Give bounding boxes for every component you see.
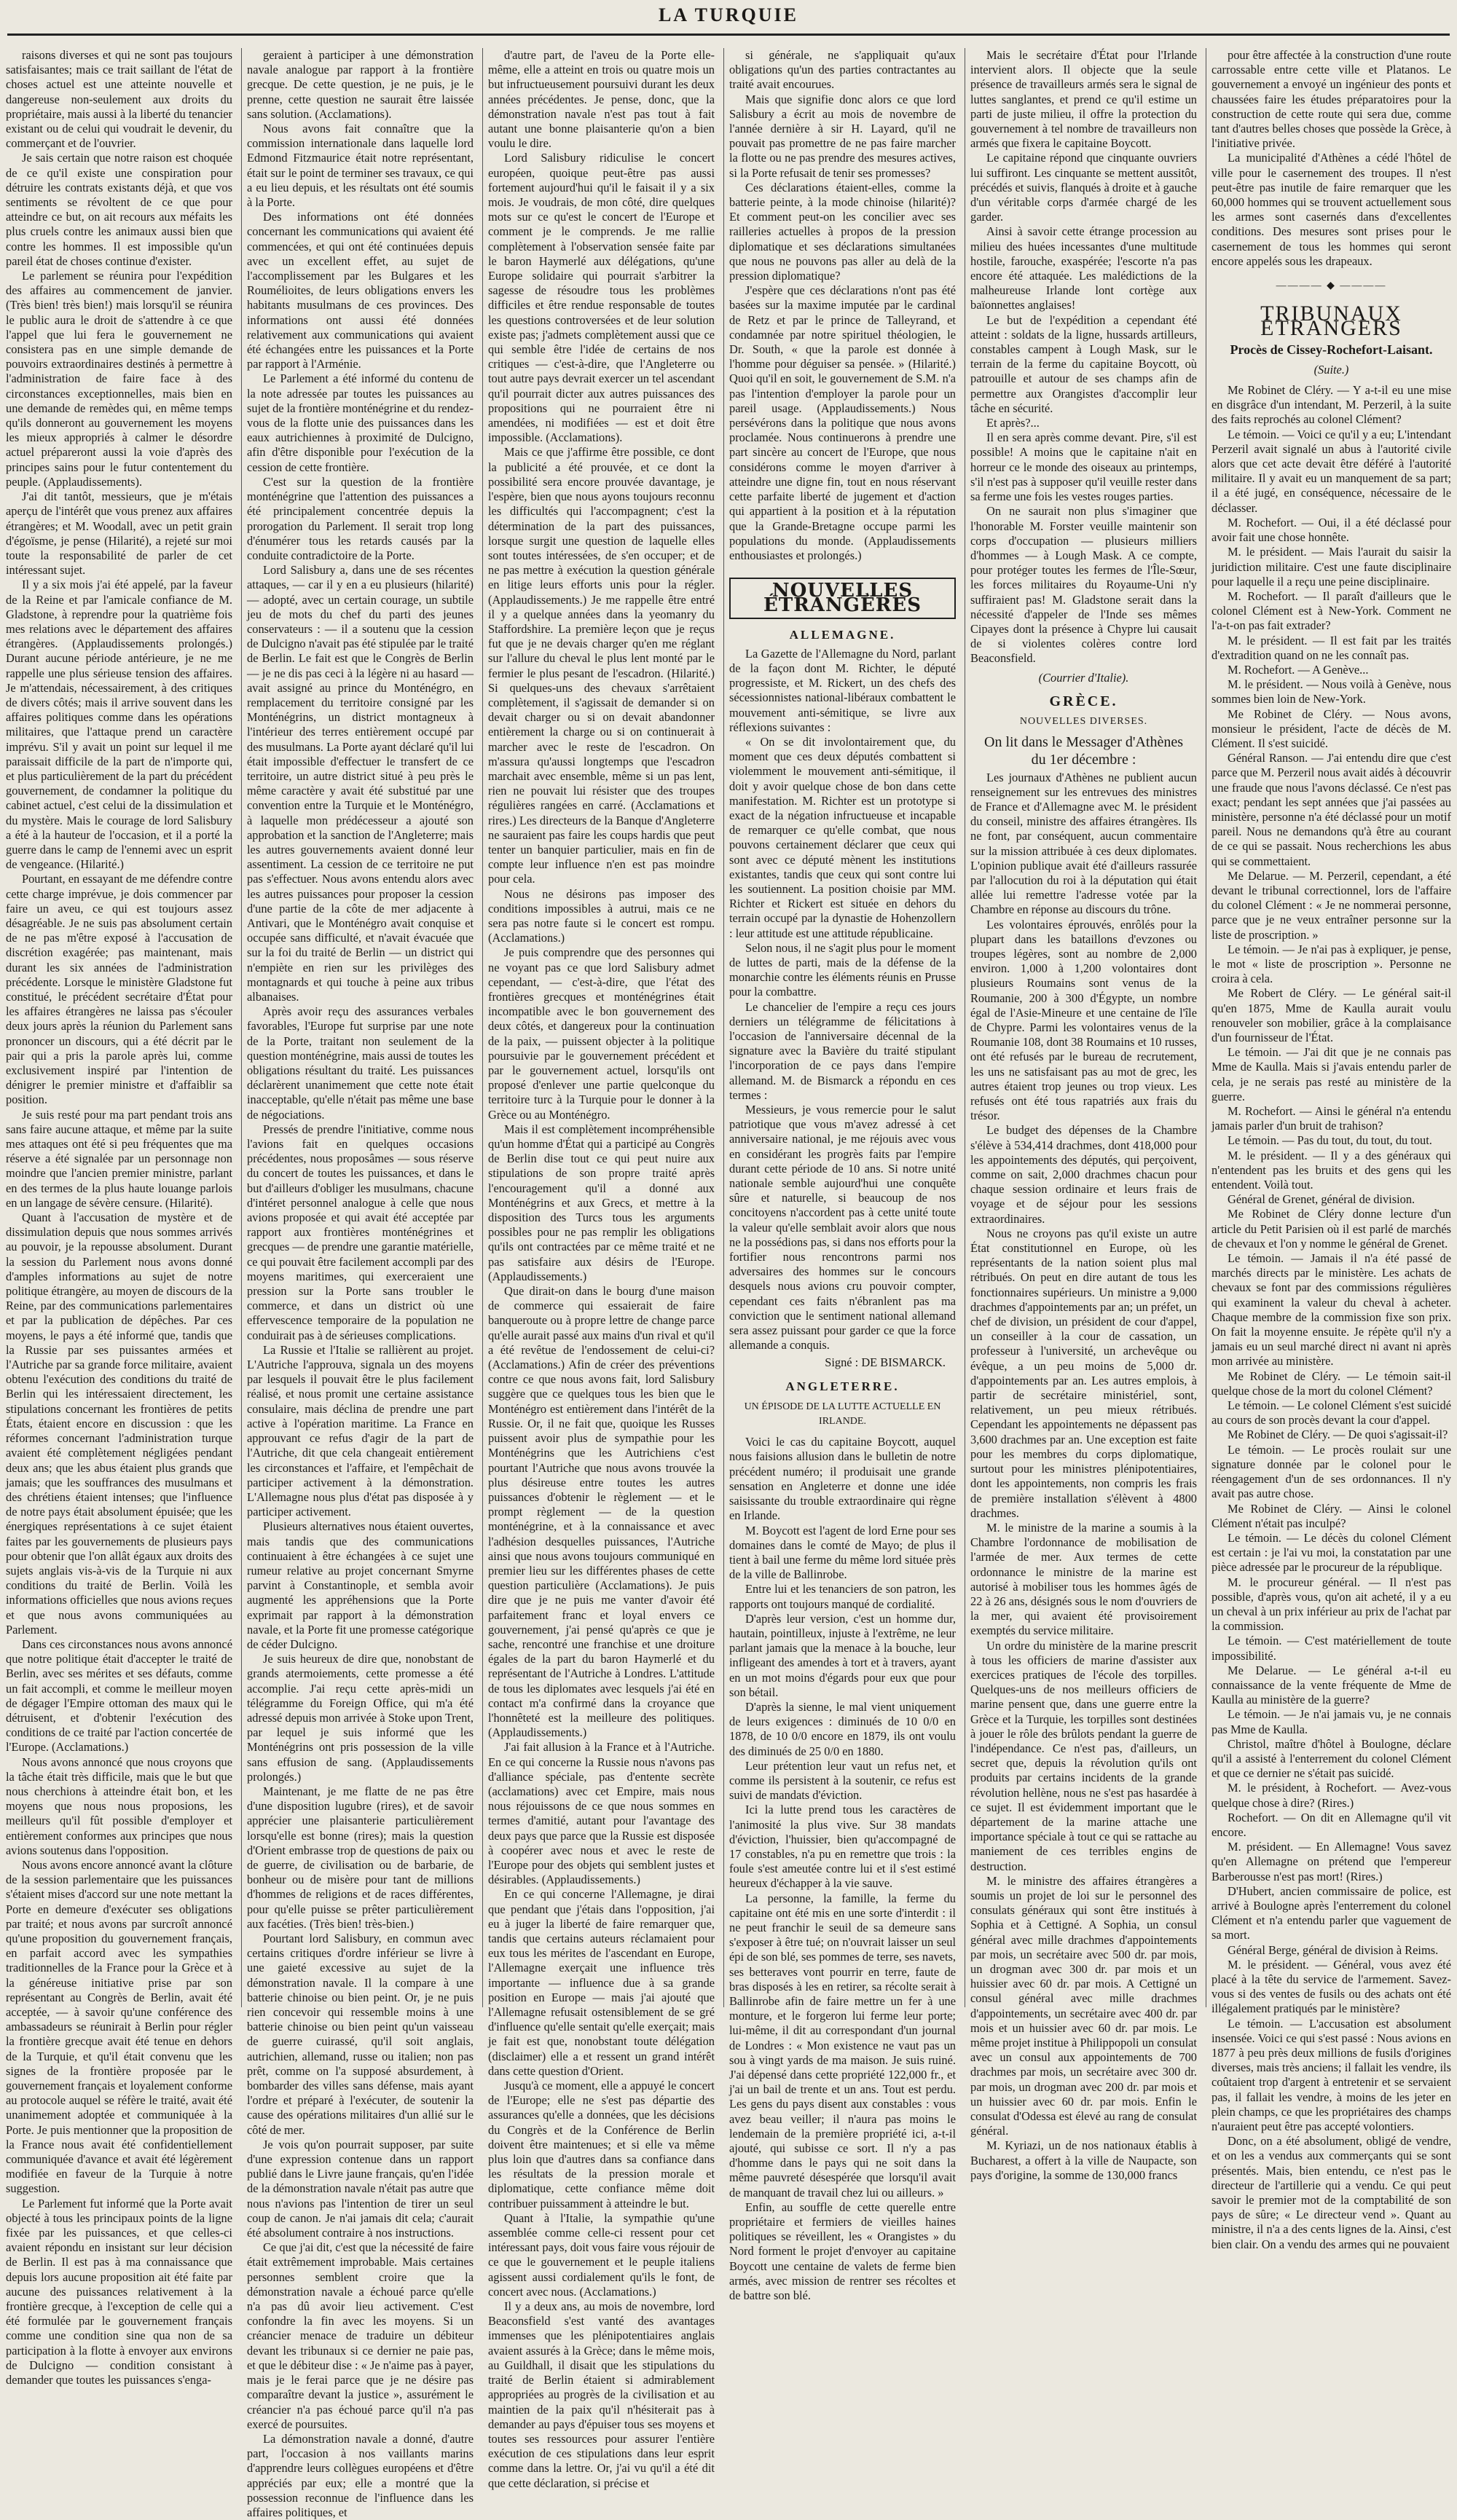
paragraph: Selon nous, il ne s'agit plus pour le moment de luttes de parti, mais de la défense de la monarchie contre les éléments réunis en Prusse pour la combattre. <box>729 940 956 999</box>
paragraph: En ce qui concerne l'Allemagne, je dirai que pendant que j'étais dans l'opposition, j'ai eu à juger la liberté de faire remarquer que, tandis que certains auteurs réclamaient pour eux tous les mérites de l'ascendant en Europe, l'Allemagne exerçait une influence très importante — influence due à sa grande position en Europe — mais j'ai ajouté que l'Allemagne refusait ostensiblement de se gré d'influence qu'elle sentait qu'elle exerçait; mais je fait est que, nonobstant toute délégation (disclaimer) elle a et ressent un grand intérêt dans cette question d'Orient. <box>488 1887 715 2078</box>
paragraph: Un ordre du ministère de la marine prescrit à tous les officiers de marine d'assister aux exercices pratiques de l'école des torpilles. Quelques-uns de nos meilleurs officiers de marine pensent que, dans une guerre entre la Grèce et la Turquie, les torpilles sont destinées à jouer le rôle des brûlots pendant la guerre de l'indépendance. Ce n'est pas, d'ailleurs, un secret que, depuis la révolution qu'ils ont produits par certains incidents de la grande révolution hellène, nous ne s'est pas hasardée à ce sujet. Il est évidemment important que le département de la marine attache une importance spéciale à tout ce qui se rattache au maniement de ces terribles engins de destruction. <box>970 1638 1197 1873</box>
paragraph: Les volontaires éprouvés, enrôlés pour la plupart dans les bataillons d'evzones ou troupes légères, sont au nombre de 2,000 environ. 1,000 à 1,200 volontaires dont plusieurs Roumains sont venus de la Roumanie, 200 à 300 d'Égypte, un nombre égal de l'Asie-Mineure et une centaine de l'île de Chypre. Parmi les volontaires venus de la Roumanie 108, dont 38 Roumains et 10 russes, ont été refusés par le bureau de recrutement, les uns ne satisfaisant pas au mot de grec, les autres étaient trop jeunes ou trop vieux. Les refusés ont été tous rapatriés aux frais du trésor. <box>970 917 1197 1123</box>
paragraph: Les journaux d'Athènes ne publient aucun renseignement sur les entrevues des ministres de France et d'Allemagne avec M. le président du conseil, ministre des affaires étrangères. Ils ne font, par conséquent, aucun commentaire sur la mission attribuée à ces deux diplomates. L'opinion publique avait été d'ailleurs rassurée par l'allocution du roi à la députation qui était allée lui remettre l'adresse votée par la Chambre en réponse au discours du trône. <box>970 770 1197 917</box>
section-germany: ALLEMAGNE. <box>789 627 896 642</box>
paragraph: raisons diverses et qui ne sont pas toujours satisfaisantes; mais ce trait saillant de l'état de choses actuel est une atteinte nouvelle et dangereuse non-seulement aux droits du propriétaire, mais aussi à la liberté du tenancier existant ou de celui qui voudrait le devenir, du commerçant et de l'ouvrier. <box>6 48 232 151</box>
paragraph: geraient à participer à une démonstration navale analogue par rapport à la frontière grecque. De cette question, je ne puis, je le prenne, cette question ne saurait être laissée sans solution. (Acclamations). <box>247 48 474 121</box>
paragraph: Je sais certain que notre raison est choquée de ce qu'il existe une conspiration pour détruire les contrats existants déjà, et que vos sentiments se révoltent de ce que pour atteindre ce but, on ait recours aux méfaits les plus cruels contre les animaux aussi bien que contre les hommes. Il est impossible qu'un pareil état de choses continue d'exister. <box>6 151 232 268</box>
greece-article-continued <box>1211 48 1451 269</box>
paragraph: Le capitaine répond que cinquante ouvriers lui suffiront. Les cinquante se mettent aussitôt, précédés et suivis, flanqués à droite et à gauche d'un véritable corps d'armée chargé de les garder. <box>970 151 1197 224</box>
paragraph: Le témoin. — L'accusation est absolument insensée. Voici ce qui s'est passé : Nous avions en 1877 à peu près deux millions de fusils d'origines diverses, mais très anciens; il fallait les vendre, ils coûtaient trop d'argent à entretenir et se servaient pas, il fallait les vendre, à moins de les jeter en plein champs, ce que les propriétaires des champs n'auraient peut être pas accepté volontiers. <box>1211 2016 1451 2134</box>
paragraph: Me Robinet de Cléry. — Nous avons, monsieur le président, l'acte de décès de M. Clément. Il s'est suicidé. <box>1211 706 1451 750</box>
paragraph: M. Rochefort. — A Genève... <box>1228 662 1369 677</box>
paragraph: Nous ne désirons pas imposer des conditions impossibles à autrui, mais ce ne sera pas notre faute si le concert est rompu. (Acclamations.) <box>488 886 715 945</box>
paragraph: Pourtant lord Salisbury, en commun avec certains critiques d'ordre inférieur se livre à une gaieté excessive au sujet de la démonstration navale. Il la compare à une batterie chinoise ou bien peint. Or, je ne puis rien concevoir qui ressemble moins à une batterie chinoise ou bien peint qu'un vaisseau de guerre cuirassé, qu'il soit anglais, autrichien, allemand, russe ou italien; non pas prêt, comme on l'a supposé absurdement, à bombarder des villes sans défense, mais ayant l'ordre et préparé à l'exécuter, de soutenir la cause des opérations militaires d'un allié sur le côté de mer. <box>247 1932 474 2137</box>
paragraph: M. le président. — Mais l'aurait du saisir la juridiction militaire. C'est une faute disciplinaire pour laquelle il a reçu une peine disciplinaire. <box>1211 545 1451 588</box>
paragraph: si générale, ne s'appliquait qu'aux obligations qu'un des parties contractantes au traité avait encourues. <box>729 48 956 92</box>
paragraph: M. le ministre des affaires étrangères a soumis un projet de loi sur le personnel des consulats généraux qui sont être institués à Sophia et à Cettigné. A Sophia, un consul général avec mille drachmes d'appointements par mois, un secrétaire avec 500 dr. par mois, un drogman avec 300 dr. par mois et un huissier avec 60 dr. par mois. A Cettigné un consul général avec mille drachmes d'appointements, un secrétaire avec 400 dr. par mois et un huissier avec 60 dr. par mois. Le même projet institue à Philippopoli un consulat avec un consul aux appointements de 700 drachmes par mois, un secrétaire avec 300 dr. par mois, un drogman avec 200 dr. par mois et un huissier avec 60 dr. par mois. Enfin le consulat d'Odessa est élevé au rang de consulat général. <box>970 1873 1197 2138</box>
paragraph: Le but de l'expédition a cependant été atteint : soldats de la ligne, hussards artilleurs, constables campent à Lough Mask, sur le terrain de la ferme du capitaine Boycott, où patrouille et autour de ses champs afin de permettre aux Orangistes d'accomplir leur tâche en sécurité. <box>970 312 1197 415</box>
foreign-courts-heading: TRIBUNAUX ÉTRANGERS <box>1260 302 1402 341</box>
paragraph: Voici le cas du capitaine Boycott, auquel nous faisions allusion dans le bulletin de notre précédent numéro; il produisait une grande sensation en Angleterre et donne une idée saisissante du trouble extraordinaire qui règne en Irlande. <box>729 1435 956 1523</box>
paragraph: Ici la lutte prend tous les caractères de l'animosité la plus vive. Sur 38 mandats d'éviction, l'huissier, bien qu'accompagné de 17 constables, n'a pu en remettre que trois : la foule s'est ameutée contre lui et il s'est estimé heureux d'échapper à la vie sauve. <box>729 1803 956 1891</box>
paragraph: Leur prétention leur vaut un refus net, et comme ils persistent à la soutenir, ce refus est suivi de mandats d'éviction. <box>729 1758 956 1803</box>
paragraph: Ainsi à savoir cette étrange procession au milieu des huées incessantes d'une multitude hostile, farouche, exaspérée; l'escorte n'a pas encore été attaquée. Les malédictions de la malheureuse Irlande lont cortège aux baïonnettes anglaises! <box>970 224 1197 312</box>
paragraph: Il y a six mois j'ai été appelé, par la faveur de la Reine et par l'amicale confiance de M. Gladstone, à reprendre pour la quatrième fois mes relations avec le département des affaires étrangères. (Applaudissements prolongés.) Durant aucune période antérieure, je ne me rappelle une plus sérieuse tension des affaires. Je m'attendais, nécessairement, à des critiques de divers côtés; mais il arrive souvent dans les affaires politiques comme dans les opérations militaires, que l'attaque prend un caractère imprévu. S'il y avait un point sur lequel il me paraissait difficile de la part de n'importe qui, et plus particulièrement de la part du précédent gouvernement, de condamner la politique du cabinet actuel, c'est celui de la dissimulation et du mystère. Mais le courage de lord Salisbury a été à la hauteur de l'occasion, et il a porté la guerre dans le camp de l'ennemi avec un esprit de vengeance. (Hilarité.) <box>6 578 232 872</box>
column-1 <box>6 48 232 2387</box>
germany-article <box>729 647 956 1353</box>
paragraph: Le témoin. — Le colonel Clément s'est suicidé au cours de son procès devant la cour d'appel. <box>1211 1398 1452 1428</box>
paragraph: M. le président. — Il y a des généraux qui n'entendent pas les bruits et des gens qui les entendent. Voilà tout. <box>1211 1148 1451 1192</box>
paragraph: Me Delarue. — M. Perzeril, cependant, a été devant le tribunal correctionnel, lors de l'affaire du colonel Clément : « Je ne nommerai personne, parce que je ne veux entraîner personne sur la liste de proscription. » <box>1211 868 1451 942</box>
speech-continued <box>6 48 232 2387</box>
paragraph: Je vois qu'on pourrait supposer, par suite d'une expression contenue dans un rapport publié dans le Livre jaune français, qu'en l'idée de la démonstration navale n'était pas autre que nous n'avions pas l'intention de tirer un seul coup de canon. Je n'ai jamais dit cela; c'aurait été absolument contraire à nos instructions. <box>247 2137 474 2240</box>
paragraph: M. le président, à Rochefort. — Avez-vous quelque chose à dire? (Rires.) <box>1211 1781 1451 1810</box>
paragraph: Le Parlement a été informé du contenu de la note adressée par toutes les puissances au sujet de la frontière monténégrine et du rendez-vous de la flotte unie des puissances dans les eaux autrichiennes à proximité de Dulcigno, afin d'être disponible pour l'exécution de la cession de cette frontière. <box>247 371 474 474</box>
paragraph: M. Kyriazi, un de nos nationaux établis à Bucharest, a offert à la ville de Naupacte, son pays d'origine, la somme de 130,000 francs <box>970 2138 1197 2182</box>
paragraph: Enfin, au souffle de cette querelle entre propriétaire et fermiers de vieilles haines politiques se réveillent, les « Orangistes » du Nord forment le projet d'envoyer au capitaine Boycott une centaine de valets de ferme bien armés, avec mission de rentrer ses récoltes et de battre son blé. <box>729 2200 956 2303</box>
paragraph: Le Parlement fut informé que la Porte avait objecté à tous les principaux points de la ligne fixée par les puissances, et que celles-ci avaient répondu en insistant sur leur décision de Berlin. Il est pas à ma connaissance que depuis lors aucune proposition ait été faite par aucune des puissances relativement à la frontière grecque, à l'exception de celle qui a été formulée par le gouvernement français comme une condition sine qua non de sa participation à la flotte à envoyer aux environs de Dulcigno — condition consistant à demander que toutes les puissances s'enga- <box>6 2196 232 2387</box>
column-6 <box>1211 48 1452 2251</box>
paragraph: La municipalité d'Athènes a cédé l'hôtel de ville pour le casernement des troupes. Il n'est peut-être pas inutile de faire remarquer que les 60,000 hommes qui se trouvent actuellement sous les armes sont casernés dans d'excellentes conditions. Des mesures sont prises pour le casernement de tous les hommes qui seront encore appelés sous les drapeaux. <box>1211 151 1451 268</box>
ireland-article-continued <box>970 48 1197 666</box>
paragraph: Pressés de prendre l'initiative, comme nous l'avions fait en quelques occasions précédentes, nous proposâmes — sous réserve du concert de toutes les puissances, et dans le but d'ailleurs d'obliger les musulmans, chacune d'intéret personnel analogue à celle que nous avions proposée et qui avait été acceptée par rapport aux frontières monténégrines et grecques — de prendre une garantie matérielle, ce qui pouvait être facilement accompli par des moyens maritimes, qui exerceraient une pression sur la Porte sans troubler le commerce, et dans un district où une effervescence temporaire de la population ne conduirait pas à de sérieuses complications. <box>247 1122 474 1342</box>
ireland-article <box>729 1435 956 2303</box>
paragraph: Il en sera après comme devant. Pire, s'il est possible! A moins que le capitaine n'ait en horreur ce le monde des oiseaux au printemps, s'il n'est pas à supposer qu'il veuille rester dans sa ferme une fois les vestes rouges parties. <box>970 430 1197 504</box>
paragraph: Pourtant, en essayant de me défendre contre cette charge imprévue, je dois commencer par faire un aveu, ce qui est toujours assez désagréable. Je ne suis pas absolument certain de ne pas m'être exposé à l'accusation de discrétion exagérée; pas maintenant, mais durant les six années de l'administration précédente. Lorsque le ministère Gladstone fut constitué, le précédent secrétaire d'État pour les affaires étrangères ne laissa pas s'écouler deux jours après la réunion du Parlement sans prononcer un discours, qui a été décrit par le pair qui a pris la parole après lui, comme exclusivement inspiré par l'intention de dénigrer le premier ministre et d'affaiblir sa position. <box>6 872 232 1107</box>
paragraph: Le témoin. — Le décès du colonel Clément est certain : je l'ai vu moi, la constatation par une pièce adressée par le procureur de la république. <box>1211 1530 1451 1575</box>
paragraph: Le témoin. — Voici ce qu'il y a eu; L'intendant Perzeril avait signalé un abus à l'autorité civile alors que cet acte devait être déféré à l'autorité militaire. Il y avait eu un manquement de sa part; il a été jugé, en conséquence, nécessaire de le déclasser. <box>1211 427 1451 515</box>
column-5 <box>970 48 1197 2182</box>
paragraph: La personne, la famille, la ferme du capitaine ont été mis en une sorte d'interdit : il ne peut franchir le seuil de sa demeure sans s'exposer à être tué; on n'ouvrait laisser un seul épi de son blé, ses pommes de terre, ses navets, ses betteraves vont pourrir en terre, faute de bras disposés à les en retirer, sa récolte serait à Ballinrobe afin de faire mettre un fer à une monture, et le forgeron lui ferme leur porte; lui-même, il dit au correspondant d'un journal de Londres : « Mon existence ne vaut pas un sou à vingt yards de ma maison. Je suis ruiné. J'ai dépensé dans cette propriété 122,000 fr., et j'ai un bail de trente et un ans. Tout est perdu. Les gens du pays disent aux constables : vous avez beau veiller; il n'aura pas moins le lendemain de la première propriété ici, a-t-il ajouté, qui subisse ce sort. Il n'y a pas d'homme dans le pays qui ne soit dans la même pauvreté désespérée que lorsqu'il avait de manquant de travail chez lui ou ailleurs. » <box>729 1891 956 2200</box>
paragraph: Le témoin. — C'est matériellement de toute impossibilité. <box>1211 1634 1451 1663</box>
paragraph: M. Boycott est l'agent de lord Erne pour ses domaines dans le comté de Mayo; de plus il tient à bail une ferme du même lord située près de la ville de Ballinrobe. <box>729 1523 956 1582</box>
paragraph: Maintenant, je me flatte de ne pas être d'une disposition lugubre (rires), et de savoir apprécier une plaisanterie particulièrement lorsqu'elle est bonne (rires); mais la question d'Orient embrasse trop de questions de paix ou de guerre, de civilisation ou de barbarie, de bonheur ou de misère pour tant de millions d'hommes de religions et de races différentes, pour qu'elle puisse se prêter particulièrement aux facéties. (Très bien! très-bien.) <box>247 1784 474 1931</box>
paragraph: Ce que j'ai dit, c'est que la nécessité de faire était extrêmement improbable. Mais certaines personnes semblent croire que la démonstration navale a échoué parce qu'elle n'a pas dû avoir lieu activement. C'est confondre la fin avec les moyens. Si un créancier menace de traduire un débiteur devant les tribunaux si ce dernier ne paie pas, et que le débiteur dise : « Je n'aime pas à payer, mais je le ferai parce que je ne désire pas comparaître devant la justice », assurément le créancier n'a pas échoué parce qu'il n'a pas exercé de poursuites. <box>247 2240 474 2431</box>
paragraph: Le chancelier de l'empire a reçu ces jours derniers un télégramme de félicitations à l'occasion de l'anniversaire décennal de la signature avec la Bavière du traité stipulant l'incorporation de ce pays dans l'empire allemand. M. de Bismarck a répondu en ces termes : <box>729 999 956 1102</box>
paragraph: Et après?... <box>986 416 1040 430</box>
trial-title: Procès de Cissey-Rochefort-Laisant. <box>1230 342 1433 357</box>
paragraph: D'après leur version, c'est un homme dur, hautain, pointilleux, injuste à l'extrême, ne leur parlant jamais que la menace à la bouche, leur infligeant des amendes à tort et à travers, ayant en un mot moins d'égards pour eux que pour son bétail. <box>729 1611 956 1699</box>
paragraph: M. président. — En Allemagne! Vous savez qu'en Allemagne on prétend que l'empereur Barberousse n'est pas mort! (Rires.) <box>1211 1840 1451 1883</box>
paragraph: Nous ne croyons pas qu'il existe un autre État constitutionnel en Europe, où les représentants de la nation soient plus mal rétribués. On peut en dire autant de tous les fonctionnaires supérieurs. Un ministre a 9,000 drachmes d'appointements par an; un préfet, un chef de division, un président de cour d'appel, un conseiller à la cour de cassation, un professeur à l'université, un archevêque ou évêque, a un peu moins de 5,000 dr. d'appointements par an. Les autres emplois, à partir de secrétaire ministériel, sont, relativement, un peu mieux rétribués. Cependant les appointements ne dépassent pas 3,600 drachmes par an. Une exception est faite pour les membres du corps diplomatique, surtout pour les ministres plénipotentiaires, dont les appointements, non compris les frais de première installation s'élèvent à 4800 drachmes. <box>970 1226 1197 1520</box>
paragraph: « On se dit involontairement que, du moment que ces deux députés combattent si violemment le mouvement anti-sémitique, il doit y avoir quelque chose de bon dans cette manifestation. M. Richter est un prototype si exact de la négation infructueuse et incapable de remarquer ce qu'elle combat, que nous pouvons certainement déclarer que ceux qui sont avec ce député mènent les institutions existantes, tandis que ceux qui sont contre lui les soutiennent. La position choisie par MM. Richter et Rickert est située en dehors du terrain occupé par la dynastie de Hohenzollern : leur attitude est une attitude républicaine. <box>729 734 956 940</box>
paragraph: Il y a deux ans, au mois de novembre, lord Beaconsfield s'est vanté des avantages immenses que les plénipotentiaires anglais avaient assurés à la Grèce; dans le même mois, au Guildhall, il disait que les stipulations du traité de Berlin étaient si admirablement appropriées au progrès de la civilisation et au maintien de la paix qu'il n'hésiterait pas à demander au pays d'épuiser tous ses moyens et toutes ses ressources pour assurer l'entière exécution de ces stipulations dans leur esprit comme dans la lettre. Or, j'ai vu qu'il a été dit que cette déclaration, si précise et <box>488 2299 715 2490</box>
paragraph: Me Delarue. — Le général a-t-il eu connaissance de la vente fréquente de Mme de Kaulla au ministère de la guerre? <box>1211 1663 1451 1707</box>
trial-suite: (Suite.) <box>1313 362 1349 377</box>
paragraph: Le témoin. — Le procès roulait sur une signature donnée par le colonel pour le réengagement d'un de ses ordonnances. Il n'y avait pas autre chose. <box>1211 1442 1451 1501</box>
trial-transcript <box>1211 383 1451 2252</box>
paragraph: Des informations ont été données concernant les communications qui avaient été commencées, et qui ont été continuées depuis avec un excellent effet, au sujet de l'accomplissement par les Bulgares et les Roumélioites, de leurs obligations envers les habitants musulmans de ces provinces. Des informations ont aussi été données relativement aux communications qui avaient été échangées entre les puissances et la Porte par rapport à l'Arménie. <box>247 210 474 371</box>
newspaper-title: LA TURQUIE <box>658 4 799 25</box>
paragraph: D'après la sienne, le mal vient uniquement de leurs exigences : diminués de 10 0/0 en 1878, de 10 0/0 encore en 1879, ils ont voulu des diminués de 25 0/0 en 1880. <box>729 1699 956 1758</box>
paragraph: d'autre part, de l'aveu de la Porte elle-même, elle a atteint en trois ou quatre mois un but infructueusement poursuivi durant les deux années précédentes. Je pense, donc, que la démonstration navale n'est pas tout à fait autant une bonne plaisanterie qu'on a bien voulu le dire. <box>488 48 715 151</box>
masthead-rule <box>7 34 1450 36</box>
paragraph: Messieurs, je vous remercie pour le salut patriotique que vous m'avez adressé à cet anniversaire national, je me réjouis avec vous en considérant les progrès faits par l'empire durant cette période de 10 ans. Si notre unité nationale semble aujourd'hui une conquête sûre et naturelle, si beaucoup de nos concitoyens n'accordent pas à cette unité toute la valeur qu'elle semblait avoir alors que nous ne la possédions pas, si dans nos efforts pour la fortifier nous rencontrons parmi nos adversaires des hommes sur le concours desquels nous avions cru pouvoir compter, cependant ces faits n'ébranlent pas ma conviction que le sentiment national allemand sera assez puissant pour garder ce que la force allemande a conquis. <box>729 1103 956 1352</box>
paragraph: C'est sur la question de la frontière monténégrine que l'attention des puissances a été principalement concentrée depuis la prorogation du Parlement. Il serait trop long d'énumérer tous les retards causés par la conduite contradictoire de la Porte. <box>247 474 474 562</box>
paragraph: La Russie et l'Italie se rallièrent au projet. L'Autriche l'approuva, signala un des moyens par lesquels il pouvait être le plus facilement réalisé, et nous promit une certaine assistance consulaire, mais déclina de prendre une part active à l'opération maritime. La France en approuvant ce refus d'agir de la part de l'Autriche, dit que cela changeait entièrement les circonstances et l'affaire, et l'empêchait de participer activement à la démonstration. L'Allemagne nous plus d'état pas disposée à y participer activement. <box>247 1342 474 1519</box>
speech-continued <box>488 48 715 2491</box>
bismarck-signature: Signé : DE BISMARCK. <box>825 1355 946 1370</box>
column-3 <box>488 48 715 2490</box>
paragraph: M. Rochefort. — Oui, il a été déclassé pour avoir fait une chose honnête. <box>1211 515 1451 545</box>
paragraph: Nous avons fait connaître que la commission internationale dans laquelle lord Edmond Fitzmaurice était notre représentant, était sur le point de terminer ses travaux, ce qui a eu lieu depuis, et les résultats ont été soumis à la Porte. <box>247 122 474 210</box>
paragraph: M. le président. — Il est fait par les traités d'extradition quand on ne les connaît pas. <box>1211 633 1451 662</box>
masthead <box>0 0 1457 42</box>
paragraph: Je puis comprendre que des personnes qui ne voyant pas ce que lord Salisbury admet cependant, — c'est-à-dire, que l'état des frontières grecques et monténégrines était incompatible avec le bon gouvernement des deux côtés, et dangereux pour la continuation de la paix, — puissent objecter à la politique poursuivie par le gouvernement précédent et par le gouvernement actuel, lorsqu'ils ont proposé d'enlever une partie quelconque du territoire turc à la Turquie pour le donner à la Grèce ou au Monténégro. <box>488 945 715 1122</box>
paragraph: Le budget des dépenses de la Chambre s'élève à 534,414 drachmes, dont 418,000 pour les appointements des députés, qui perçoivent, comme on sait, 2,000 drachmes chacun pour chaque session ordinaire et leurs frais de voyage et de séjour pour les sessions extraordinaires. <box>970 1123 1197 1226</box>
column-divider <box>723 48 724 2007</box>
greece-subheading: NOUVELLES DIVERSES. <box>1019 715 1148 727</box>
paragraph: Entre lui et les tenanciers de son patron, les rapports ont toujours manqué de cordialité. <box>729 1582 956 1611</box>
paragraph: Après avoir reçu des assurances verbales favorables, l'Europe fut surprise par une note de la Porte, traitant non seulement de la question monténégrine, mais aussi de toutes les obligations résultant du traité. Les puissances déclarèrent unanimement que cette note était inacceptable, qu'elle n'était pas même une base de négociations. <box>247 1004 474 1122</box>
paragraph: Rochefort. — On dit en Allemagne qu'il vit encore. <box>1211 1810 1451 1839</box>
greece-article <box>970 771 1197 2184</box>
paragraph: La démonstration navale a donné, d'autre part, l'occasion à nos vaillants marins d'apprendre leurs collègues européens et d'être appréciés par eux; elle a montré que la possession reconnue de l'influence dans les affaires politiques, et <box>247 2431 474 2519</box>
paragraph: Christol, maître d'hôtel à Boulogne, déclare qu'il a assisté à l'enterrement du colonel Clément et que ce dernier ne s'était pas suicidé. <box>1211 1736 1451 1781</box>
greece-lead-line-1: On lit dans le Messager d'Athènes <box>984 734 1183 751</box>
paragraph: M. le ministre de la marine a soumis à la Chambre l'ordonnance de mobilisation de l'armée de mer. Aux termes de cette ordonnance le ministre de la marine est autorisé à mobiliser tous les hommes âgés de 22 à 26 ans, désignés sous le nom d'ouvriers de la mer, qui avaient été provisoirement exemptés du service militaire. <box>970 1520 1197 1638</box>
paragraph: pour être affectée à la construction d'une route carrossable entre cette ville et Platanos. Le gouvernement a envoyé un ingénieur des ponts et chaussées faire les études préparatoires pour la construction de cette route qui sera due, comme tant d'autres belles choses que possède la Grèce, à l'initiative privée. <box>1211 48 1451 151</box>
greece-lead-line-2: du 1er décembre : <box>1031 752 1136 768</box>
column-2 <box>247 48 474 2519</box>
paragraph: Ces déclarations étaient-elles, comme la batterie peinte, à la mode chinoise (hilarité)? Et comment peut-on les concilier avec ses railleries actuelles à propos de la pression diplomatique et ses déclarations simultanées que nous ne pouvons pas aller au delà de la pression diplomatique? <box>729 180 956 283</box>
paragraph: Mais que signifie donc alors ce que lord Salisbury a écrit au mois de novembre de l'année dernière à sir H. Layard, qu'il ne pouvait pas promettre de ne pas faire marcher la flotte ou ne pas prendre des mesures actives, si la Porte refusait de tenir ses promesses? <box>729 92 956 180</box>
section-separator: ———— ◆ ———— <box>1276 280 1387 292</box>
paragraph: Que dirait-on dans le bourg d'une maison de commerce qui essaierait de faire banqueroute ou à propre lettre de change parce qu'elle aurait passé aux mains d'un rival et qu'il a été revêtue de l'endossement de celui-ci? (Acclamations.) Afin de créer des préventions contre ce que nous avons fait, lord Salisbury suggère que ce quelques tous les bien que le Monténégro est entièrement dans l'intérêt de la Russie. Or, il ne fait que, quoique les Russes puissent avoir plus de sympathie pour les Monténégrins que les Autrichiens c'est pourtant l'Autriche que nous avons trouvée la plus désireuse entre toutes les autres puissances d'obtenir le règlement — et le prompt règlement — de la question monténégrine, et à la connaissance et avec l'adhésion desquelles puissances, l'Autriche ainsi que nous avons toujours communiqué en premier lieu sur les différentes phases de cette question particulière (Acclamations). Je puis dire que je ne puis me vanter d'avoir été parfaitement franc et loyal envers ce gouvernement, j'ai pensé qu'après ce que je sache, rencontré une franchise et une droiture égales de la part du baron Haymerlé et du représentant de l'Autriche à Londres. L'attitude de tous les diplomates avec lesquels j'ai été en contact m'a confirmé dans la croyance que l'honnêteté est la meilleure des politiques. (Applaudissements.) <box>488 1284 715 1740</box>
section-greece: GRÈCE. <box>1049 693 1118 709</box>
paragraph: Lord Salisbury a, dans une de ses récentes attaques, — car il y en a eu plusieurs (hilarité) — adopté, avec un certain courage, un subtile jeu de mots du chef du parti des jeunes conservateurs : — il a soutenu que la cession de Dulcigno n'avait pas été stipulée par le traité de Berlin. Le fait est que le Congrès de Berlin — je ne dis pas ceci à la légère ni au hasard — avait assigné au prince du Monténégro, en remplacement du territoire consigné par les Monténégrins, un district montagneux à l'intérieur des terres entièrement occupé par des musulmans. La Porte ayant déclaré qu'il lui était impossible d'effectuer le transfert de ce territoire, un autre district situé à peu près le même caractère y avait été substitué par une convention entre la Turquie et le Monténégro, à laquelle mon prédécesseur a ajouté son approbation et la sanction de l'Angleterre; mais les autres gouvernements avaient donné leur assentiment. La cession de ce territoire ne put pas s'effectuer. Nous avons entendu alors avec les autres puissances pour proposer la cession d'une partie de la côte de mer adjacente à Antivari, que le Monténégro avait conquise et occupée sans difficulté, et n'avait évacuée que sur la foi du traité de Berlin — un district qui n'empiète en rien sur les privilèges des montagnards et qui touche à peine aux tribus albanaises. <box>247 563 474 1004</box>
paragraph: Général Berge, général de division à Reims. <box>1228 1942 1439 1957</box>
paragraph: Me Robinet de Cléry donne lecture d'un article du Petit Parisien où il est parlé de marchés de chevaux et l'on y nomme le général de Grenet. <box>1211 1207 1451 1251</box>
paragraph: Jusqu'à ce moment, elle a appuyé le concert de l'Europe; elle ne s'est pas départie des assurances qu'elle a données, que les décisions du Congrès et de la Conférence de Berlin doivent être maintenues; et si elle va même plus loin que d'autres dans sa confiance dans les résultats de la pression morale et diplomatique, cette confiance même doit contribuer puissamment à atteindre le but. <box>488 2079 715 2210</box>
paragraph: M. Rochefort. — Il paraît d'ailleurs que le colonel Clément est à New-York. Comment ne l'a-t-on pas fait extrader? <box>1211 588 1451 633</box>
paragraph: J'espère que ces déclarations n'ont pas été basées sur la maxime imputée par le cardinal de Retz et par le prince de Talleyrand, et condamnée par notre spirituel théologien, le Dr. South, « que la parole est donnée à l'homme pour déguiser sa pensée. » (Hilarité.) Quoi qu'il en soit, le gouvernement de S.M. n'a pas l'intention d'employer la parole pour un pareil usage. (Applaudissements.) Nous persévérons dans la politique que nous avons proclamée. Nous continuerons à prendre une part sincère au concert de l'Europe, que nous considérons comme le moyen d'arriver à atteindre une digne fin, tout en nous réservant cette parfaite liberté de jugement et d'action qui appartient à la position et à la réputation que la Grande-Bretagne occupe parmi les populations du monde. (Applaudissements enthousiastes et prolongés.) <box>729 283 956 562</box>
column-divider <box>482 48 483 2007</box>
paragraph: Donc, on a été absolument, obligé de vendre, et on les a vendus aux commerçants qui se sont présentés. Mais, bien entendu, ce n'est pas le directeur de l'artillerie qui a vendu. Ce qui peut savoir le premier mot de la comptabilité de son pays de sûre; « Le directeur vend ». Quant au ministre, il n'a a des cents lignes de la. Ainsi, c'est bien clair. On a vendu des armes qui ne pouvaient <box>1211 2134 1451 2251</box>
paragraph: Me Robinet de Cléry. — Le témoin sait-il quelque chose de la mort du colonel Clément? <box>1211 1369 1451 1398</box>
paragraph: M. Rochefort. — Ainsi le général n'a entendu jamais parler d'un bruit de trahison? <box>1211 1104 1451 1133</box>
ireland-episode-lead: UN ÉPISODE DE LA LUTTE ACTUELLE EN IRLANDE. <box>744 1401 941 1428</box>
speech-continued <box>247 48 474 2520</box>
paragraph: Lord Salisbury ridiculise le concert européen, quoique peut-être pas aussi fortement aujourd'hui qu'il le faisait il y a six mois. Je voudrais, de mon côté, dire quelques mots sur ce qu'est le concert de l'Europe et comment je le comprends. Je me rallie complètement à l'observation sensée faite par le baron Haymerlé aux délégations, qu'une Europe solidaire qui pourrait s'arbitrer la sagesse de résoudre tous les problèmes difficiles et être rendue responsable de toutes les questions controversées et de leur solution existe pas; j'admets complètement aussi que ce qui semble être l'idée de certains de nos critiques — c'est-à-dire, que l'Angleterre ou tout autre pays devrait exercer un tel ascendant qu'il pourrait dicter aux autres puissances des propositions qui ne pourraient être ni amendées, ni modifiées — est et doit être impossible. (Acclamations). <box>488 151 715 445</box>
paragraph: M. le président. — Nous voilà à Genève, nous sommes bien loin de New-York. <box>1211 677 1451 706</box>
paragraph: Général Ranson. — J'ai entendu dire que c'est parce que M. Perzeril nous avait aidés à découvrir une fraude que nous l'avons déclassé. Ce n'est pas exact; pendant les sept années que j'ai passées au ministère, personne n'a été déclassé pour un motif pareil. Nous ne demandons qu'à être au courant de ce qui se passait. Nous recherchions les abus qui se commettaient. <box>1211 751 1451 868</box>
paragraph: Le parlement se réunira pour l'expédition des affaires au commencement de janvier. (Très bien! très bien!) mais lorsqu'il se réunira le public aura le droit de s'attendre à ce que l'appel que lui fera le gouvernement ne consistera pas en une simple demande de pouvoirs extraordinaires destinés à permettre à l'administration de faire face à des circonstances exceptionnelles, mais bien en une demande de remèdes qui, en même temps qu'ils donneront au gouvernement les moyens les mieux appropriés à calmer le désordre actuel prépareront aussi la voie d'après des principes sains pour le futur contentement du peuple. (Applaudissements). <box>6 269 232 489</box>
paragraph: Plusieurs alternatives nous étaient ouvertes, mais tandis que des communications continuaient à être échangées à ce sujet une rumeur relative au projet concernant Smyrne parvint à Constantinople, et sembla avoir augmenté les appréhensions que la Porte exprimait par rapport à la démonstration navale, et la Porte fit une promesse catégorique de céder Dulcigno. <box>247 1519 474 1651</box>
paragraph: Le témoin. — Je n'ai pas à expliquer, je pense, le mot « liste de proscription ». Personne ne croira à cela. <box>1211 942 1451 986</box>
paragraph: Le témoin. — Je n'ai jamais vu, je ne connais pas Mme de Kaulla. <box>1211 1707 1451 1736</box>
paragraph: Mais il est complètement incompréhensible qu'un homme d'État qui a participé au Congrès de Berlin dise tout ce qui peut nuire aux stipulations de son propre traité après l'encouragement qu'il a donné aux Monténégrins et aux Grecs, et mettre à la disposition des Turcs tous les arguments possibles pour ne pas remplir les obligations qu'ils ont contractées par ce même traité et ne pas satisfaire aux désirs de l'Europe. (Applaudissements.) <box>488 1122 715 1283</box>
paragraph: La Gazette de l'Allemagne du Nord, parlant de la façon dont M. Richter, le député progressiste, et M. Rickert, un des chefs des sécessionnistes national-libéraux combattent le mouvement anti-sémitique, se livre aux réflexions suivantes : <box>729 646 956 734</box>
paragraph: Dans ces circonstances nous avons annoncé que notre politique était d'accepter le traité de Berlin, avec ses mérites et ses défauts, comme un fait accompli, et comme le meilleur moyen de dégager l'Empire ottoman des maux qui le détruisent, et d'obtenir l'exécution des conditions de ce traité par l'action concertée de l'Europe. (Acclamations.) <box>6 1637 232 1755</box>
paragraph: On ne saurait non plus s'imaginer que l'honorable M. Forster veuille maintenir son corps d'occupation — plusieurs milliers d'hommes — à Lough Mask. A ce compte, pour protéger toutes les fermes de l'Île-Sœur, les forces militaires du Royaume-Uni n'y suffiraient pas! M. Gladstone serait dans la nécessité d'appeler de l'Inde ses mêmes Cipayes dont la présence à Chypre lui causait de si violentes colères contre lord Beaconsfield. <box>970 504 1197 666</box>
section-england: ANGLETERRE. <box>785 1379 900 1393</box>
speech-conclusion <box>729 48 956 563</box>
paragraph: Quant à l'accusation de mystère et de dissimulation depuis que nous sommes arrivés au pouvoir, je la repousse absolument. Durant la session du Parlement nous avons donné d'amples informations au sujet de notre politique étrangère, au moyen de discours de la Reine, par des communications parlementaires et par la publication de dépêches. Par ces moyens, le pays a été informé que, tandis que la Russie par ses puissantes armées et l'Autriche par sa grande force militaire, avaient obtenu l'exécution des conditions du traité de Berlin qui les intéressaient directement, les stipulations concernant les frontières de petits États, étaient encore en discussion : que les réformes concernant l'administration turque avaient été complètement négligées pendant deux ans; que les abus étaient plus grands que jamais; que les souffrances des musulmans et des chrétiens étaient intenses; que l'influence de notre pays était absolument épuisée; que les énergiques représentations à ce sujet étaient faites par les gouvernements de plusieurs pays pour obtenir que l'on allât égaux aux droits des sujets anglais vis-à-vis de la Turquie ni aux conditions du traité de Berlin. Voilà les informations officielles que nous avions reçues et que nous avons communiquées au Parlement. <box>6 1210 232 1637</box>
foreign-news-heading: NOUVELLES ÉTRANGÈRES <box>729 578 956 618</box>
paragraph: Je suis heureux de dire que, nonobstant de grands atermoiements, cette promesse a été accomplie. J'ai reçu cette après-midi un télégramme du Foreign Office, qui m'a été adressé depuis mon arrivée à Stoke upon Trent, par lequel je suis informé que les Monténégrins ont pris possession de la ville sans effusion de sang. (Applaudissements prolongés.) <box>247 1652 474 1784</box>
paragraph: Nous avons annoncé que nous croyons que la tâche était très difficile, mais que le but que nous cherchions à atteindre était bon, et les moyens que nous nous proposions, les meilleurs qu'il fût possible d'employer et entièrement conformes aux principes que nous avions soutenus dans l'opposition. <box>6 1755 232 1857</box>
paragraph: Mais ce que j'affirme être possible, ce dont la publicité a été prouvée, et ce dont la possibilité sera encore prouvée davantage, je l'espère, bien que nous ayons toujours reconnu les difficultés qui l'accompagnent; c'est la détermination de la part des puissances, lorsque surgit une question de laquelle elles sont toutes intéressées, de s'en occuper; et de ne pas mettre à exécution la question générale en litige leurs efforts unis pour la régler. (Applaudissements.) Je me rappelle être entré il y a quelque années dans la yeomanry du Staffordshire. La première leçon que je reçus fut que je ne devais charger qu'en me réglant sur l'allure du cheval le plus lent monté par le fermier le plus pesant de l'escadron. (Hilarité.) Si quelques-uns des chevaux s'arrêtaient complètement, il s'agissait de demander si on devait charger ou si on devait abandonner entièrement la charge ou si on continuerait à marcher avec le reste de l'escadron. On m'assura qu'aussi longtemps que l'escadron marchait avec ensemble, même si un pas lent, rien ne pouvait lui résister que des troupes régulières rangées en carré. (Acclamations et rires.) Les directeurs de la Banque d'Angleterre ne sauraient pas faire les coups hardis que peut tenter un banquier particulier, mais en fin de compte leur influence n'en est pas moindre pour cela. <box>488 445 715 886</box>
column-divider <box>241 48 242 2007</box>
paragraph: M. le procureur général. — Il n'est pas possible, d'après vous, qu'on ait acheté, il y a eu un cheval à un prix inférieur au prix de l'achat par la commission. <box>1211 1575 1451 1634</box>
paragraph: Mais le secrétaire d'État pour l'Irlande intervient alors. Il objecte que la seule présence de travailleurs armés sera le signal de luttes sanglantes, et prend ce qu'il estime un parti de juste milieu, il offre la protection du gouvernement à tel nombre de travailleurs non armés que fixera le capitaine Boycott. <box>970 48 1197 151</box>
paragraph: Le témoin. — J'ai dit que je ne connais pas Mme de Kaulla. Mais si j'avais entendu parler de cela, je ne serais pas resté au ministère de la guerre. <box>1211 1045 1451 1103</box>
column-4 <box>729 48 956 2303</box>
paragraph: Nous avons encore annoncé avant la clôture de la session parlementaire que les puissances s'étaient mises d'accord sur une note mettant la Porte en demeure d'exécuter ses obligations par traité; et nous avons par surcroît annoncé qu'une proposition du gouvernement français, en parfait accord avec les sympathies traditionnelles de la France pour la Grèce et à la généreuse initiative prise par son représentant au Congrès de Berlin, avait été acceptée, — à savoir qu'une conférence des ambassadeurs se réunirait à Berlin pour régler la frontière grecque avait été tenue en dehors de la Turquie, et qu'il était convenu que les signes de la frontière proposée par le gouvernement français et loyalement conforme au protocole auquel se réfère le traité, avait été unanimement adoptée et communiquée à la Porte. Je puis mentionner que la proposition de la France nous avait été confidentiellement communiquée d'avance et avait été légèrement modifiée en faveur de la Turquie à notre suggestion. <box>6 1857 232 2196</box>
paragraph: Me Robinet de Cléry. — Ainsi le colonel Clément n'était pas inculpé? <box>1211 1501 1451 1530</box>
paragraph: Me Robinet de Cléry. — De quoi s'agissait-il? <box>1228 1428 1448 1442</box>
paragraph: Le témoin. — Pas du tout, du tout, du tout. <box>1228 1133 1432 1148</box>
paragraph: Je suis resté pour ma part pendant trois ans sans faire aucune attaque, et même par la suite mes attaques ont été si peu fréquentes que ma réserve a été signalée par un personnage non moindre que l'ancien premier ministre, parlant en des termes de la plus haute louange parlois en un langage de sévère censure. (Hilarité). <box>6 1107 232 1210</box>
source-credit: (Courrier d'Italie). <box>1038 670 1129 685</box>
paragraph: D'Hubert, ancien commissaire de police, est arrivé à Boulogne après l'enterrement du colonel Clément et n'a entendu parler que vaguement de sa mort. <box>1211 1883 1451 1942</box>
paragraph: Me Robert de Cléry. — Le général sait-il qu'en 1875, Mme de Kaulla aurait voulu renouveler son mobilier, grâce à la complaisance d'un fournisseur de l'État. <box>1211 986 1451 1044</box>
paragraph: Me Robinet de Cléry. — Y a-t-il eu une mise en disgrâce d'un intendant, M. Perzeril, à la suite des faits reprochés au colonel Clément? <box>1211 383 1451 427</box>
paragraph: J'ai fait allusion à la France et à l'Autriche. En ce qui concerne la Russie nous n'avons pas d'alliance spéciale, pas d'entente secrète (acclamations) avec cet Empire, mais nous nous réjouissons de ce que nous sommes en termes d'amitié, autant pour l'avantage des deux pays que parce que la Russie est disposée à coopérer avec nous et avec le reste de l'Europe pour des objets qui semblent justes et désirables. (Applaudissements.) <box>488 1740 715 1887</box>
paragraph: J'ai dit tantôt, messieurs, que je m'étais aperçu de l'intérêt que vous prenez aux affaires étrangères; et M. Woodall, avec un petit grain d'égoïsme, je pense (Hilarité), a rejeté sur moi toute la responsabilité de parler de cet intéressant sujet. <box>6 489 232 578</box>
paragraph: M. le président. — Général, vous avez été placé à la tête du service de l'armement. Savez-vous si des ventes de fusils ou des achats ont été illégalement pratiqués par le ministère? <box>1211 1957 1451 2016</box>
paragraph: Général de Grenet, général de division. <box>1228 1192 1415 1207</box>
paragraph: Le témoin. — Jamais il n'a été passé de marchés directs par le ministère. Les achats de chevaux se font par des commissions régulières qui examinent la valeur du cheval à acheter. Chaque membre de la commission fixe son prix. On fait la moyenne ensuite. Je répète qu'il n'y a jamais eu un seul marché direct ni avant ni après mon arrivée au ministère. <box>1211 1251 1451 1369</box>
paragraph: Quant à l'Italie, la sympathie qu'une assemblée comme celle-ci ressent pour cet intéressant pays, doit vous faire vous réjouir de ce que le gouvernement et le peuple italiens agissent aussi cordialement qu'ils le font, de concert avec nous. (Acclamations.) <box>488 2210 715 2299</box>
